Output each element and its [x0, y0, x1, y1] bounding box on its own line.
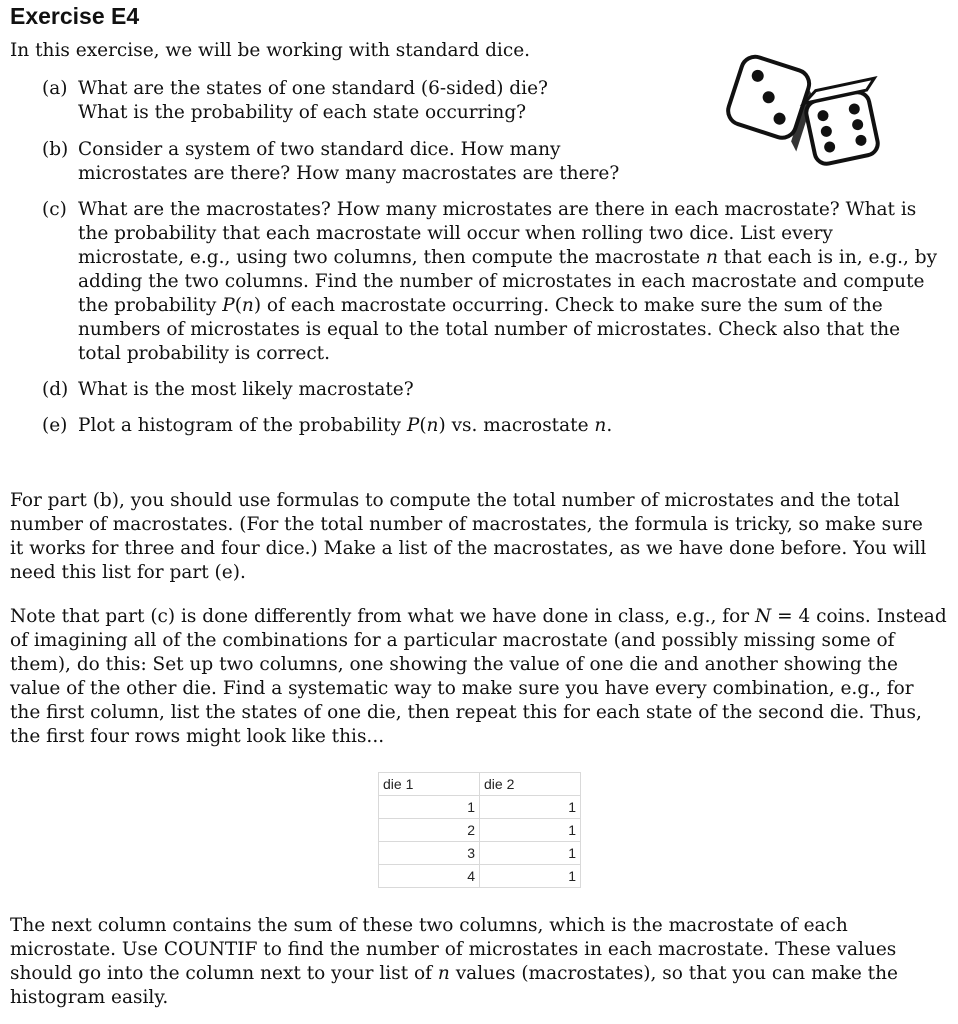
table-cell: 3 [379, 842, 480, 865]
table-cell: 1 [480, 819, 581, 842]
part-b-line1: Consider a system of two standard dice. How many [78, 139, 561, 160]
example-dice-table [378, 772, 581, 888]
intro-text: In this exercise, we will be working with standard dice. [10, 40, 531, 61]
table-cell: 1 [480, 865, 581, 888]
paragraph-part-c-instructions: Note that part (c) is done differently from what we have done in class, e.g., for N = 4 coins. Instead of imagining all of the combinations for a particular macrostate (and possibly missing some of them), do this: Set up two columns, one showing the value of one die and another showing the value of the other die. Find a systematic way to make sure you have every combination, e.g., for the first column, list the states of one die, then repeat this for each state of the second die. Thus, the first four rows might look like this... [10, 606, 947, 747]
part-d [42, 378, 414, 402]
exercise-title: Exercise E4 [10, 3, 140, 29]
die-icon [802, 78, 890, 166]
part-e-label: (e) [42, 415, 68, 436]
table-header-die2: die 2 [480, 773, 581, 796]
part-a [42, 77, 548, 125]
part-b-line2: microstates are there? How many macrostates are there? [78, 163, 620, 184]
table-row [379, 796, 581, 819]
part-c-line3: microstate, e.g., using two columns, then compute the macrostate n that each is in, e.g., by [78, 247, 938, 268]
paragraph-countif-instructions: The next column contains the sum of these two columns, which is the macrostate of each microstate. Use COUNTIF to find the number of microstates in each macrostate. These values should go into the column next to your list of n values (macrostates), so that you can make the histogram easily. [10, 915, 898, 1008]
dice-illustration [720, 44, 892, 174]
paragraph-part-b-instructions: For part (b), you should use formulas to compute the total number of microstates and the total number of macrostates. (For the total number of macrostates, the formula is tricky, so make sure it works for three and four dice.) Make a list of the macrostates, as we have done before. You will need this list for part (e). [10, 490, 927, 583]
table-cell: 1 [480, 842, 581, 865]
part-d-text: What is the most likely macrostate? [78, 379, 414, 400]
table-header-row [379, 773, 581, 796]
table-row [379, 819, 581, 842]
table-row [379, 865, 581, 888]
table-cell: 2 [379, 819, 480, 842]
part-c [42, 198, 937, 366]
part-c-line4: adding the two columns. Find the number of microstates in each macrostate and compute [78, 271, 925, 292]
part-a-label: (a) [42, 78, 68, 99]
part-c-line5: the probability P(n) of each macrostate occurring. Check to make sure the sum of the [78, 295, 883, 316]
part-c-line2: the probability that each macrostate will occur when rolling two dice. List every [78, 223, 833, 244]
table-cell: 4 [379, 865, 480, 888]
part-e [42, 414, 612, 438]
part-e-text: Plot a histogram of the probability P(n) vs. macrostate n. [78, 415, 613, 436]
part-c-line7: total probability is correct. [78, 343, 330, 364]
part-a-line1: What are the states of one standard (6-sided) die? [78, 78, 548, 99]
table-cell: 1 [379, 796, 480, 819]
part-a-line2: What is the probability of each state occurring? [78, 102, 527, 123]
part-b [42, 138, 619, 186]
part-c-line6: numbers of microstates is equal to the total number of microstates. Check also that the [78, 319, 901, 340]
table-cell: 1 [480, 796, 581, 819]
part-c-label: (c) [42, 199, 67, 220]
table-row [379, 842, 581, 865]
table-header-die1: die 1 [379, 773, 480, 796]
part-b-label: (b) [42, 139, 69, 160]
part-c-line1: What are the macrostates? How many microstates are there in each macrostate? What is [78, 199, 917, 220]
part-d-label: (d) [42, 379, 69, 400]
